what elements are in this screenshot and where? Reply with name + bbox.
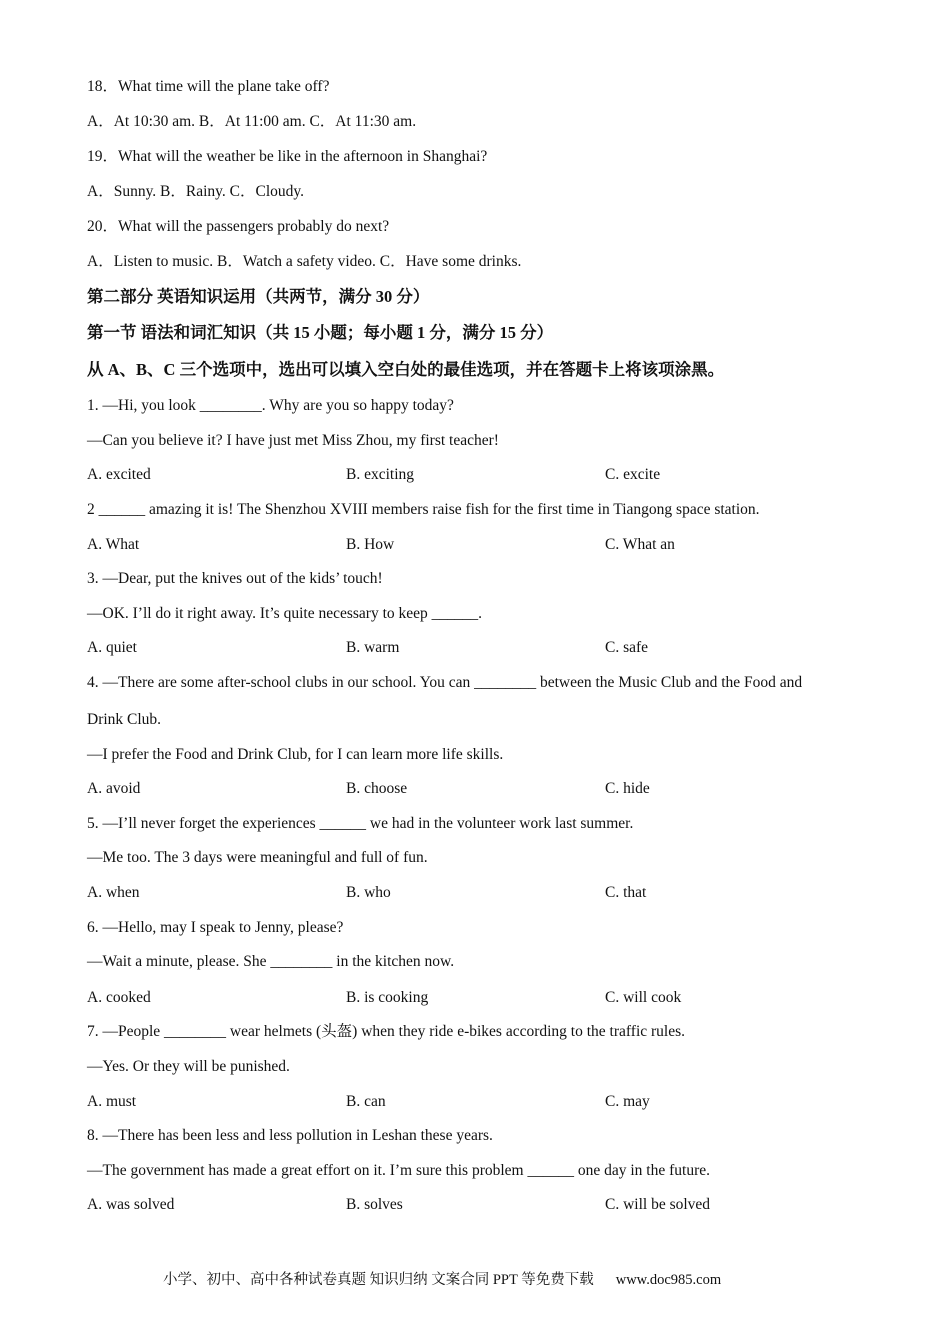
q5-option-a: A. when — [87, 884, 140, 901]
q1-option-c: C. excite — [605, 466, 661, 483]
q8-option-a: A. was solved — [87, 1196, 175, 1213]
footer-url[interactable]: www.doc985.com — [615, 1272, 722, 1288]
question-18-options: A．At 10:30 am. B．At 11:00 am. C．At 11:30 am. — [87, 113, 417, 130]
q3-option-b: B. warm — [346, 639, 400, 656]
q4-line2: Drink Club. — [87, 711, 162, 728]
q1-line1: 1. —Hi, you look ________. Why are you so happy today? — [87, 397, 454, 414]
q6-option-b: B. is cooking — [346, 989, 429, 1006]
q4-option-b: B. choose — [346, 780, 408, 797]
q3-option-c: C. safe — [605, 639, 649, 656]
q3-option-a: A. quiet — [87, 639, 137, 656]
q5-option-c: C. that — [605, 884, 647, 901]
instruction: 从 A、B、C 三个选项中，选出可以填入空白处的最佳选项，并在答题卡上将该项涂黑。 — [87, 360, 725, 379]
q4-option-a: A. avoid — [87, 780, 141, 797]
q3-line1: 3. —Dear, put the knives out of the kids’ touch! — [87, 570, 383, 587]
section1-heading: 第一节 语法和词汇知识（共 15 小题；每小题 1 分，满分 15 分） — [87, 323, 554, 342]
q6-option-a: A. cooked — [87, 989, 151, 1006]
q8-option-b: B. solves — [346, 1196, 403, 1213]
q7-option-c: C. may — [605, 1093, 650, 1110]
q7-line1: 7. —People ________ wear helmets (头盔) when they ride e-bikes according to the traffic rules. — [87, 1023, 686, 1040]
page-footer — [163, 1270, 721, 1290]
q2-line1: 2 ______ amazing it is! The Shenzhou XVIII members raise fish for the first time in Tiangong space station. — [87, 501, 760, 518]
q2-option-a: A. What — [87, 536, 140, 553]
q7-option-b: B. can — [346, 1093, 386, 1110]
q7-option-a: A. must — [87, 1093, 137, 1110]
q4-line1: 4. —There are some after-school clubs in our school. You can ________ between the Music Club and the Food and — [87, 674, 803, 691]
q6-line1: 6. —Hello, may I speak to Jenny, please? — [87, 919, 344, 936]
q8-option-c: C. will be solved — [605, 1196, 711, 1213]
q7-line2: —Yes. Or they will be punished. — [87, 1058, 290, 1075]
q4-option-c: C. hide — [605, 780, 650, 797]
question-20-options: A．Listen to music. B．Watch a safety video. C．Have some drinks. — [87, 253, 522, 270]
q4-line3: —I prefer the Food and Drink Club, for I can learn more life skills. — [87, 746, 504, 763]
q5-line1: 5. —I’ll never forget the experiences ______ we had in the volunteer work last summer. — [87, 815, 634, 832]
q5-line2: —Me too. The 3 days were meaningful and full of fun. — [87, 849, 428, 866]
q8-line2: —The government has made a great effort on it. I’m sure this problem ______ one day in the future. — [87, 1162, 710, 1179]
footer-text: 小学、初中、高中各种试卷真题 知识归纳 文案合同 PPT 等免费下载 — [163, 1272, 594, 1288]
q6-option-c: C. will cook — [605, 989, 682, 1006]
q3-line2: —OK. I’ll do it right away. It’s quite necessary to keep ______. — [87, 605, 483, 622]
question-19: 19．What will the weather be like in the afternoon in Shanghai? — [87, 148, 488, 165]
question-19-options: A．Sunny. B．Rainy. C．Cloudy. — [87, 183, 305, 200]
q2-option-b: B. How — [346, 536, 395, 553]
q8-line1: 8. —There has been less and less pollution in Leshan these years. — [87, 1127, 493, 1144]
q1-line2: —Can you believe it? I have just met Miss Zhou, my first teacher! — [87, 432, 499, 449]
q1-option-b: B. exciting — [346, 466, 415, 483]
q2-option-c: C. What an — [605, 536, 675, 553]
q5-option-b: B. who — [346, 884, 391, 901]
q1-option-a: A. excited — [87, 466, 151, 483]
question-20: 20．What will the passengers probably do next? — [87, 218, 390, 235]
question-18: 18．What time will the plane take off? — [87, 78, 330, 95]
part2-heading: 第二部分 英语知识运用（共两节，满分 30 分） — [87, 287, 430, 306]
q6-line2: —Wait a minute, please. She ________ in the kitchen now. — [87, 953, 455, 970]
